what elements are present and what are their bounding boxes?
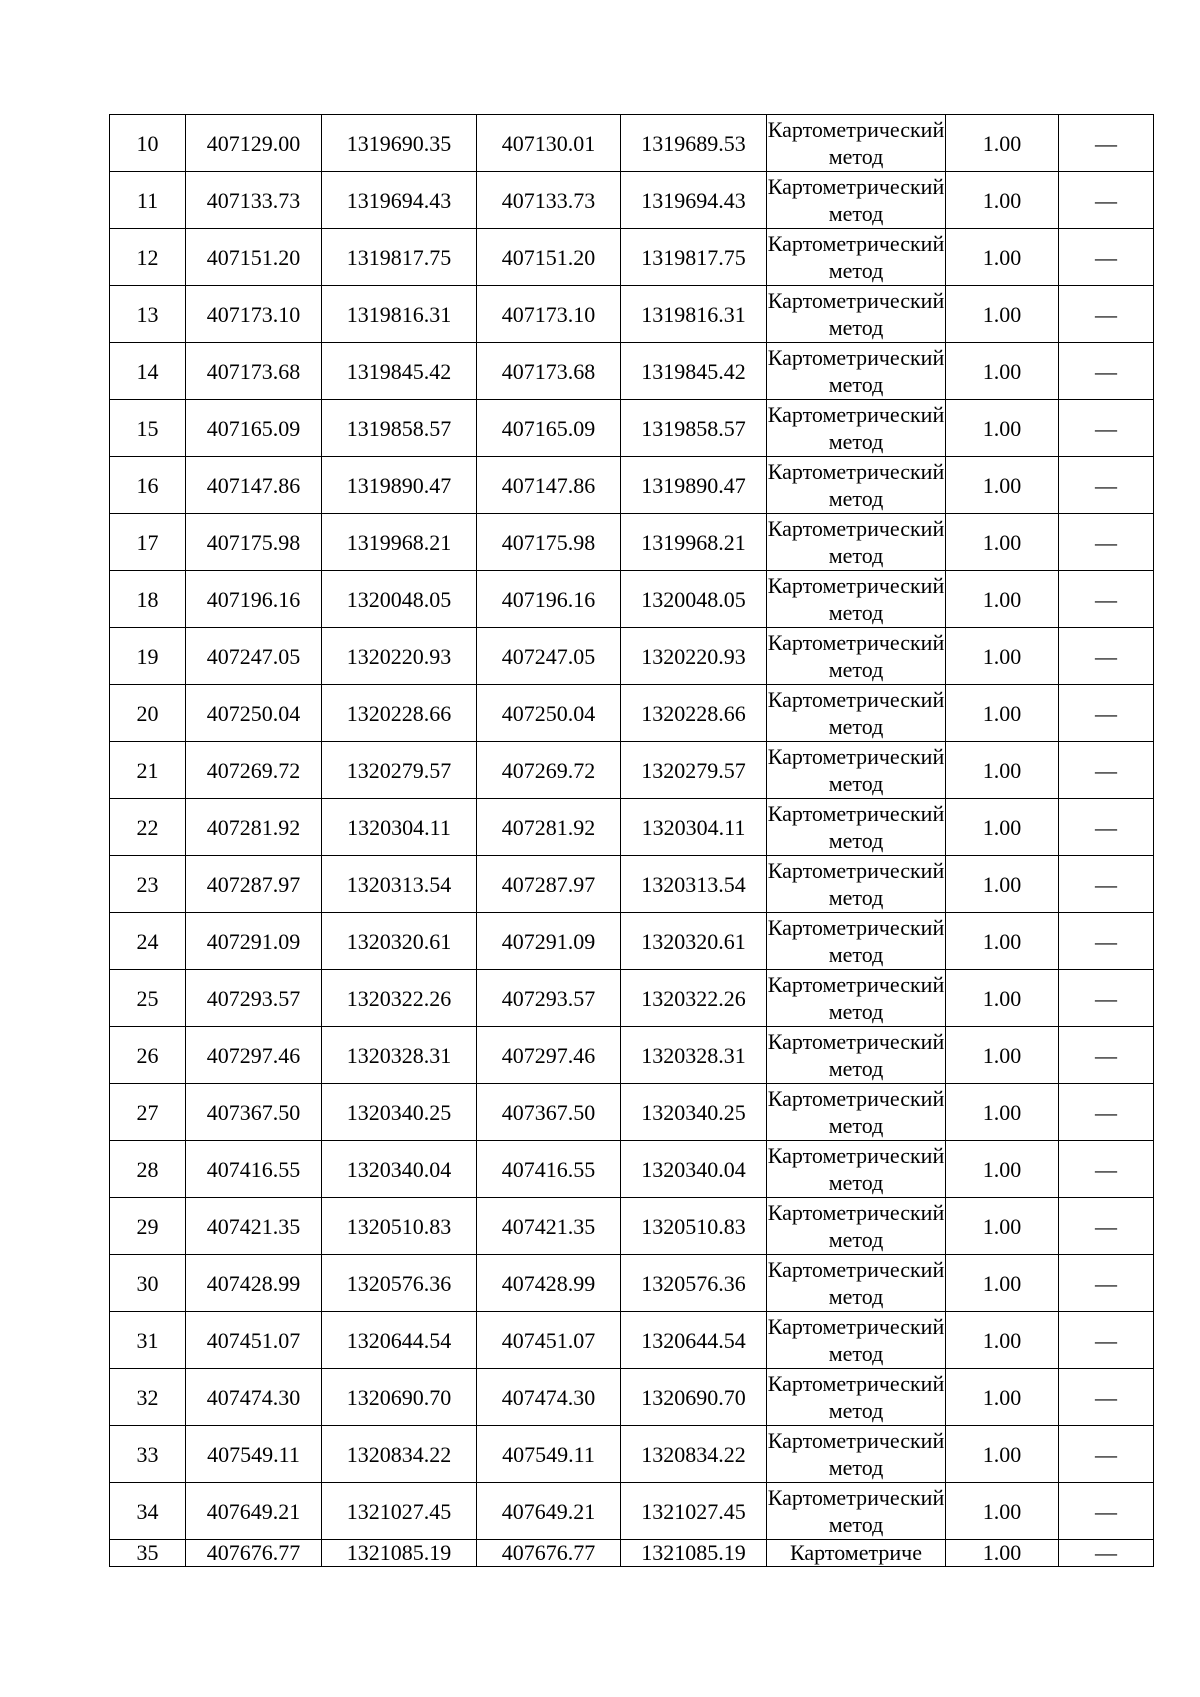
y-existing-cell: 1320228.66 (322, 685, 477, 742)
method-cell: Картометрический метод (767, 628, 946, 685)
y-existing-cell: 1319694.43 (322, 172, 477, 229)
accuracy-cell: 1.00 (946, 115, 1059, 172)
y-refined-cell: 1319858.57 (621, 400, 767, 457)
accuracy-cell: 1.00 (946, 1027, 1059, 1084)
y-existing-cell: 1320313.54 (322, 856, 477, 913)
point-number-cell: 18 (110, 571, 186, 628)
point-number-cell: 30 (110, 1255, 186, 1312)
accuracy-cell: 1.00 (946, 913, 1059, 970)
point-number-cell: 25 (110, 970, 186, 1027)
table-row (110, 856, 1154, 913)
y-existing-cell: 1319890.47 (322, 457, 477, 514)
method-cell: Картометрический метод (767, 1312, 946, 1369)
y-existing-cell: 1320320.61 (322, 913, 477, 970)
note-cell: — (1059, 286, 1154, 343)
note-cell: — (1059, 685, 1154, 742)
note-cell: — (1059, 1198, 1154, 1255)
point-number-cell: 20 (110, 685, 186, 742)
x-refined-cell: 407269.72 (477, 742, 621, 799)
accuracy-cell: 1.00 (946, 400, 1059, 457)
x-refined-cell: 407287.97 (477, 856, 621, 913)
method-cell: Картометрический метод (767, 1084, 946, 1141)
x-existing-cell: 407133.73 (186, 172, 322, 229)
y-existing-cell: 1319817.75 (322, 229, 477, 286)
y-refined-cell: 1320510.83 (621, 1198, 767, 1255)
note-cell: — (1059, 1369, 1154, 1426)
x-existing-cell: 407416.55 (186, 1141, 322, 1198)
table-row (110, 1312, 1154, 1369)
point-number-cell: 17 (110, 514, 186, 571)
point-number-cell: 27 (110, 1084, 186, 1141)
note-cell: — (1059, 172, 1154, 229)
method-cell: Картометрический метод (767, 457, 946, 514)
x-refined-cell: 407549.11 (477, 1426, 621, 1483)
y-refined-cell: 1320220.93 (621, 628, 767, 685)
x-refined-cell: 407165.09 (477, 400, 621, 457)
point-number-cell: 34 (110, 1483, 186, 1540)
y-refined-cell: 1319689.53 (621, 115, 767, 172)
point-number-cell: 23 (110, 856, 186, 913)
y-existing-cell: 1319845.42 (322, 343, 477, 400)
y-existing-cell: 1321085.19 (322, 1540, 477, 1567)
note-cell: — (1059, 457, 1154, 514)
x-existing-cell: 407367.50 (186, 1084, 322, 1141)
note-cell: — (1059, 1312, 1154, 1369)
x-existing-cell: 407291.09 (186, 913, 322, 970)
table-row (110, 1141, 1154, 1198)
table-body (110, 115, 1154, 1567)
y-refined-cell: 1320340.25 (621, 1084, 767, 1141)
accuracy-cell: 1.00 (946, 1141, 1059, 1198)
method-cell: Картометрический метод (767, 856, 946, 913)
accuracy-cell: 1.00 (946, 514, 1059, 571)
accuracy-cell: 1.00 (946, 1198, 1059, 1255)
y-refined-cell: 1320322.26 (621, 970, 767, 1027)
note-cell: — (1059, 229, 1154, 286)
note-cell: — (1059, 1426, 1154, 1483)
accuracy-cell: 1.00 (946, 229, 1059, 286)
x-refined-cell: 407451.07 (477, 1312, 621, 1369)
y-existing-cell: 1320510.83 (322, 1198, 477, 1255)
table-row (110, 685, 1154, 742)
x-refined-cell: 407367.50 (477, 1084, 621, 1141)
accuracy-cell: 1.00 (946, 571, 1059, 628)
x-refined-cell: 407297.46 (477, 1027, 621, 1084)
point-number-cell: 15 (110, 400, 186, 457)
x-refined-cell: 407196.16 (477, 571, 621, 628)
y-existing-cell: 1320048.05 (322, 571, 477, 628)
table-row (110, 742, 1154, 799)
y-refined-cell: 1320048.05 (621, 571, 767, 628)
x-existing-cell: 407173.10 (186, 286, 322, 343)
point-number-cell: 33 (110, 1426, 186, 1483)
note-cell: — (1059, 1540, 1154, 1567)
y-refined-cell: 1319816.31 (621, 286, 767, 343)
table-row (110, 1084, 1154, 1141)
accuracy-cell: 1.00 (946, 172, 1059, 229)
accuracy-cell: 1.00 (946, 742, 1059, 799)
y-existing-cell: 1320576.36 (322, 1255, 477, 1312)
x-existing-cell: 407250.04 (186, 685, 322, 742)
x-refined-cell: 407151.20 (477, 229, 621, 286)
x-existing-cell: 407451.07 (186, 1312, 322, 1369)
table-row (110, 115, 1154, 172)
y-refined-cell: 1320690.70 (621, 1369, 767, 1426)
point-number-cell: 29 (110, 1198, 186, 1255)
x-existing-cell: 407421.35 (186, 1198, 322, 1255)
method-cell: Картометрический метод (767, 1141, 946, 1198)
y-existing-cell: 1319690.35 (322, 115, 477, 172)
accuracy-cell: 1.00 (946, 1483, 1059, 1540)
y-refined-cell: 1320279.57 (621, 742, 767, 799)
x-existing-cell: 407549.11 (186, 1426, 322, 1483)
x-refined-cell: 407428.99 (477, 1255, 621, 1312)
table-row (110, 1540, 1154, 1567)
point-number-cell: 22 (110, 799, 186, 856)
accuracy-cell: 1.00 (946, 457, 1059, 514)
accuracy-cell: 1.00 (946, 1540, 1059, 1567)
y-existing-cell: 1320328.31 (322, 1027, 477, 1084)
method-cell: Картометрический метод (767, 685, 946, 742)
table-row (110, 343, 1154, 400)
x-refined-cell: 407173.10 (477, 286, 621, 343)
y-existing-cell: 1321027.45 (322, 1483, 477, 1540)
y-refined-cell: 1320834.22 (621, 1426, 767, 1483)
table-row (110, 457, 1154, 514)
y-refined-cell: 1320328.31 (621, 1027, 767, 1084)
table-row (110, 1426, 1154, 1483)
note-cell: — (1059, 1141, 1154, 1198)
note-cell: — (1059, 1483, 1154, 1540)
y-refined-cell: 1319890.47 (621, 457, 767, 514)
method-cell: Картометриче (767, 1540, 946, 1567)
method-cell: Картометрический метод (767, 1198, 946, 1255)
method-cell: Картометрический метод (767, 1027, 946, 1084)
y-refined-cell: 1321027.45 (621, 1483, 767, 1540)
point-number-cell: 35 (110, 1540, 186, 1567)
method-cell: Картометрический метод (767, 571, 946, 628)
point-number-cell: 26 (110, 1027, 186, 1084)
y-refined-cell: 1319968.21 (621, 514, 767, 571)
table-row (110, 799, 1154, 856)
note-cell: — (1059, 343, 1154, 400)
accuracy-cell: 1.00 (946, 628, 1059, 685)
accuracy-cell: 1.00 (946, 343, 1059, 400)
y-existing-cell: 1320340.25 (322, 1084, 477, 1141)
accuracy-cell: 1.00 (946, 1369, 1059, 1426)
y-existing-cell: 1320834.22 (322, 1426, 477, 1483)
y-refined-cell: 1320644.54 (621, 1312, 767, 1369)
x-existing-cell: 407196.16 (186, 571, 322, 628)
accuracy-cell: 1.00 (946, 286, 1059, 343)
accuracy-cell: 1.00 (946, 799, 1059, 856)
x-existing-cell: 407129.00 (186, 115, 322, 172)
x-refined-cell: 407421.35 (477, 1198, 621, 1255)
x-existing-cell: 407287.97 (186, 856, 322, 913)
x-refined-cell: 407416.55 (477, 1141, 621, 1198)
x-existing-cell: 407151.20 (186, 229, 322, 286)
method-cell: Картометрический метод (767, 343, 946, 400)
x-existing-cell: 407175.98 (186, 514, 322, 571)
point-number-cell: 10 (110, 115, 186, 172)
note-cell: — (1059, 115, 1154, 172)
table-row (110, 229, 1154, 286)
method-cell: Картометрический метод (767, 742, 946, 799)
method-cell: Картометрический метод (767, 970, 946, 1027)
accuracy-cell: 1.00 (946, 1426, 1059, 1483)
table-row (110, 400, 1154, 457)
method-cell: Картометрический метод (767, 229, 946, 286)
x-refined-cell: 407175.98 (477, 514, 621, 571)
x-existing-cell: 407173.68 (186, 343, 322, 400)
y-refined-cell: 1319694.43 (621, 172, 767, 229)
note-cell: — (1059, 856, 1154, 913)
method-cell: Картометрический метод (767, 1369, 946, 1426)
x-existing-cell: 407147.86 (186, 457, 322, 514)
x-refined-cell: 407173.68 (477, 343, 621, 400)
table-row (110, 571, 1154, 628)
point-number-cell: 12 (110, 229, 186, 286)
x-existing-cell: 407297.46 (186, 1027, 322, 1084)
accuracy-cell: 1.00 (946, 856, 1059, 913)
note-cell: — (1059, 799, 1154, 856)
accuracy-cell: 1.00 (946, 970, 1059, 1027)
x-refined-cell: 407147.86 (477, 457, 621, 514)
y-refined-cell: 1319817.75 (621, 229, 767, 286)
y-refined-cell: 1320228.66 (621, 685, 767, 742)
point-number-cell: 11 (110, 172, 186, 229)
x-refined-cell: 407281.92 (477, 799, 621, 856)
point-number-cell: 13 (110, 286, 186, 343)
method-cell: Картометрический метод (767, 115, 946, 172)
method-cell: Картометрический метод (767, 514, 946, 571)
y-refined-cell: 1320340.04 (621, 1141, 767, 1198)
note-cell: — (1059, 1027, 1154, 1084)
point-number-cell: 21 (110, 742, 186, 799)
method-cell: Картометрический метод (767, 1255, 946, 1312)
x-existing-cell: 407474.30 (186, 1369, 322, 1426)
accuracy-cell: 1.00 (946, 1084, 1059, 1141)
x-refined-cell: 407474.30 (477, 1369, 621, 1426)
y-refined-cell: 1321085.19 (621, 1540, 767, 1567)
table-row (110, 1369, 1154, 1426)
method-cell: Картометрический метод (767, 1483, 946, 1540)
point-number-cell: 19 (110, 628, 186, 685)
x-refined-cell: 407291.09 (477, 913, 621, 970)
x-refined-cell: 407649.21 (477, 1483, 621, 1540)
x-refined-cell: 407130.01 (477, 115, 621, 172)
x-existing-cell: 407165.09 (186, 400, 322, 457)
note-cell: — (1059, 400, 1154, 457)
method-cell: Картометрический метод (767, 286, 946, 343)
y-existing-cell: 1319968.21 (322, 514, 477, 571)
y-existing-cell: 1320304.11 (322, 799, 477, 856)
note-cell: — (1059, 571, 1154, 628)
y-existing-cell: 1320279.57 (322, 742, 477, 799)
x-existing-cell: 407269.72 (186, 742, 322, 799)
method-cell: Картометрический метод (767, 913, 946, 970)
table-row (110, 913, 1154, 970)
note-cell: — (1059, 742, 1154, 799)
y-refined-cell: 1320576.36 (621, 1255, 767, 1312)
table-row (110, 1483, 1154, 1540)
table-row (110, 628, 1154, 685)
x-existing-cell: 407247.05 (186, 628, 322, 685)
note-cell: — (1059, 913, 1154, 970)
x-refined-cell: 407133.73 (477, 172, 621, 229)
accuracy-cell: 1.00 (946, 1255, 1059, 1312)
table-row (110, 970, 1154, 1027)
x-existing-cell: 407281.92 (186, 799, 322, 856)
x-existing-cell: 407428.99 (186, 1255, 322, 1312)
y-existing-cell: 1320340.04 (322, 1141, 477, 1198)
y-existing-cell: 1320690.70 (322, 1369, 477, 1426)
y-existing-cell: 1319816.31 (322, 286, 477, 343)
point-number-cell: 14 (110, 343, 186, 400)
y-existing-cell: 1320644.54 (322, 1312, 477, 1369)
table-row (110, 514, 1154, 571)
point-number-cell: 32 (110, 1369, 186, 1426)
note-cell: — (1059, 628, 1154, 685)
table-row (110, 1027, 1154, 1084)
x-existing-cell: 407293.57 (186, 970, 322, 1027)
method-cell: Картометрический метод (767, 172, 946, 229)
point-number-cell: 16 (110, 457, 186, 514)
method-cell: Картометрический метод (767, 799, 946, 856)
y-existing-cell: 1320322.26 (322, 970, 477, 1027)
y-refined-cell: 1320320.61 (621, 913, 767, 970)
note-cell: — (1059, 970, 1154, 1027)
method-cell: Картометрический метод (767, 1426, 946, 1483)
table-row (110, 286, 1154, 343)
y-existing-cell: 1320220.93 (322, 628, 477, 685)
note-cell: — (1059, 1255, 1154, 1312)
point-number-cell: 28 (110, 1141, 186, 1198)
accuracy-cell: 1.00 (946, 685, 1059, 742)
point-number-cell: 31 (110, 1312, 186, 1369)
x-refined-cell: 407250.04 (477, 685, 621, 742)
table-row (110, 1198, 1154, 1255)
x-refined-cell: 407676.77 (477, 1540, 621, 1567)
y-refined-cell: 1319845.42 (621, 343, 767, 400)
y-refined-cell: 1320304.11 (621, 799, 767, 856)
accuracy-cell: 1.00 (946, 1312, 1059, 1369)
table-row (110, 1255, 1154, 1312)
note-cell: — (1059, 1084, 1154, 1141)
x-existing-cell: 407649.21 (186, 1483, 322, 1540)
note-cell: — (1059, 514, 1154, 571)
y-refined-cell: 1320313.54 (621, 856, 767, 913)
method-cell: Картометрический метод (767, 400, 946, 457)
x-refined-cell: 407293.57 (477, 970, 621, 1027)
coordinates-table (109, 114, 1154, 1567)
y-existing-cell: 1319858.57 (322, 400, 477, 457)
x-refined-cell: 407247.05 (477, 628, 621, 685)
point-number-cell: 24 (110, 913, 186, 970)
table-row (110, 172, 1154, 229)
x-existing-cell: 407676.77 (186, 1540, 322, 1567)
